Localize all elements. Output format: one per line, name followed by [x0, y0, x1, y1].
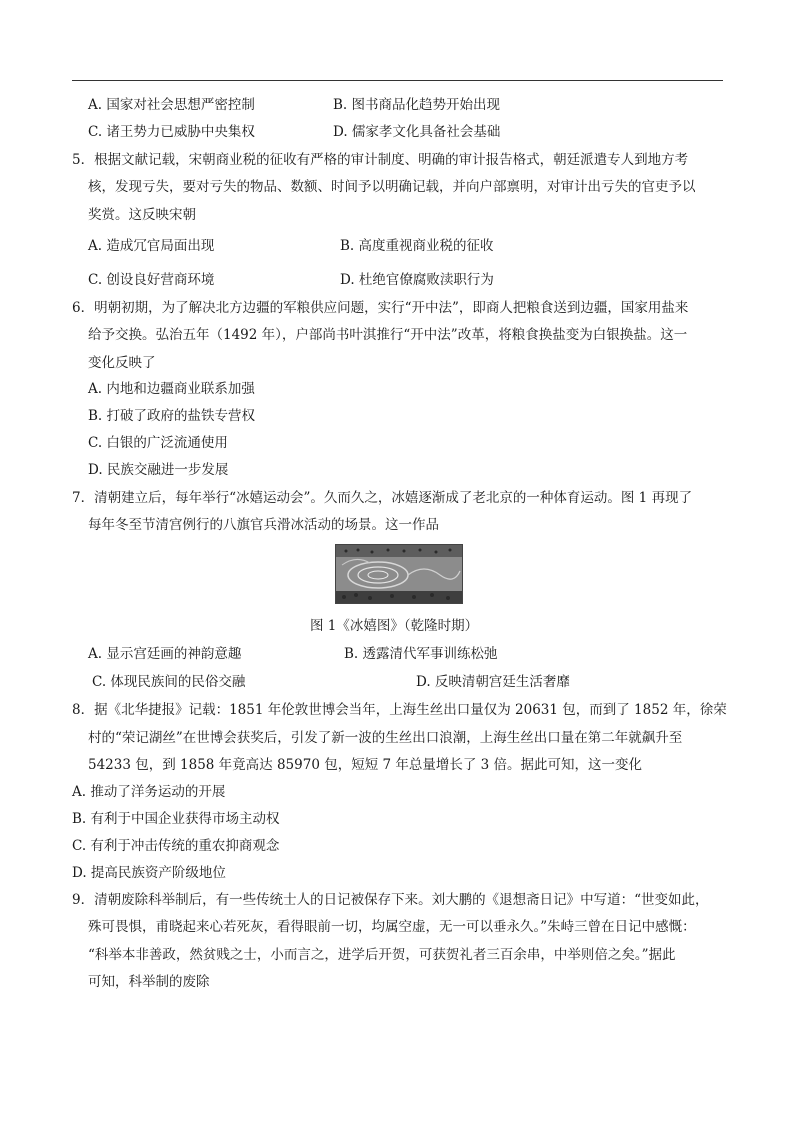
q5-stem-line-3: 奖赏。这反映宋朝: [88, 207, 196, 223]
q7-option-a[interactable]: A. 显示宫廷画的神韵意趣: [88, 646, 242, 662]
q5-option-c[interactable]: C. 创设良好营商环境: [88, 272, 215, 288]
q6-option-b[interactable]: B. 打破了政府的盐铁专营权: [88, 408, 256, 424]
q5-stem-line-1: 5．根据文献记载，宋朝商业税的征收有严格的审计制度、明确的审计报告格式，朝廷派遣专人到地方考: [72, 152, 689, 168]
q8-option-c[interactable]: C. 有利于冲击传统的重农抑商观念: [72, 838, 280, 854]
figure-caption: 图 1《冰嬉图》（乾隆时期）: [310, 618, 479, 634]
bingxi-painting-svg: [336, 545, 462, 603]
header-rule: [72, 80, 723, 81]
q6-stem-line-2: 给予交换。弘治五年（1492 年），户部尚书叶淇推行“开中法”改革，将粮食换盐变为白银换盐。这一: [88, 327, 688, 343]
q8-option-b[interactable]: B. 有利于中国企业获得市场主动权: [72, 811, 280, 827]
q7-option-b[interactable]: B. 透露清代军事训练松弛: [344, 646, 498, 662]
q8-stem-line-2: 村的“荣记湖丝”在世博会获奖后，引发了新一波的生丝出口浪潮，上海生丝出口量在第二年就飙升至: [88, 730, 683, 746]
q4-option-a[interactable]: A. 国家对社会思想严密控制: [88, 97, 255, 113]
q6-option-a[interactable]: A. 内地和边疆商业联系加强: [88, 381, 255, 397]
q8-stem-line-1: 8．据《北华捷报》记载：1851 年伦敦世博会当年，上海生丝出口量仅为 20631 包，而到了 1852 年，徐荣: [72, 702, 727, 718]
q6-stem-line-1: 6．明朝初期，为了解决北方边疆的军粮供应问题，实行“开中法”，即商人把粮食送到边疆，国家用盐来: [72, 300, 689, 316]
q6-stem-line-3: 变化反映了: [88, 355, 156, 371]
q7-stem-line-1: 7．清朝建立后，每年举行“冰嬉运动会”。久而久之，冰嬉逐渐成了老北京的一种体育运动。图 1 再现了: [72, 490, 693, 506]
q8-stem-line-3: 54233 包，到 1858 年竟高达 85970 包，短短 7 年总量增长了 3 倍。据此可知，这一变化: [88, 757, 643, 773]
q4-option-d[interactable]: D. 儒家孝文化具备社会基础: [333, 124, 501, 140]
q6-option-c[interactable]: C. 白银的广泛流通使用: [88, 435, 228, 451]
q7-option-c[interactable]: C. 体现民族间的民俗交融: [92, 674, 246, 690]
q5-stem-line-2: 核，发现亏失，要对亏失的物品、数额、时间予以明确记载，并向户部禀明，对审计出亏失的官吏予以: [88, 179, 696, 195]
q7-stem-line-2: 每年冬至节清宫例行的八旗官兵滑冰活动的场景。这一作品: [88, 517, 439, 533]
q8-option-d[interactable]: D. 提高民族资产阶级地位: [72, 865, 226, 881]
q5-option-d[interactable]: D. 杜绝官僚腐败渎职行为: [340, 272, 494, 288]
q4-option-c[interactable]: C. 诸王势力已威胁中央集权: [88, 124, 255, 140]
q9-stem-line-1: 9．清朝废除科举制后，有一些传统士人的日记被保存下来。刘大鹏的《退想斋日记》中写道：“世变如此，: [72, 892, 709, 908]
q4-option-b[interactable]: B. 图书商品化趋势开始出现: [333, 97, 501, 113]
q5-option-b[interactable]: B. 高度重视商业税的征收: [340, 238, 494, 254]
q5-option-a[interactable]: A. 造成冗官局面出现: [88, 238, 215, 254]
bingxi-painting-image: [335, 544, 463, 604]
q8-option-a[interactable]: A. 推动了洋务运动的开展: [72, 784, 226, 800]
q9-stem-line-2: 殊可畏惧，甫晓起来心若死灰，看得眼前一切，均属空虚，无一可以垂永久。”朱峙三曾在日记中感慨：: [88, 919, 696, 935]
q9-stem-line-3: “科举本非善政，然贫贱之士，小而言之，进学后开贺，可获贺礼者三百余串，中举则倍之矣。”据此: [88, 947, 676, 963]
q7-option-d[interactable]: D. 反映清朝宫廷生活奢靡: [416, 674, 570, 690]
q9-stem-line-4: 可知，科举制的废除: [88, 974, 210, 990]
q6-option-d[interactable]: D. 民族交融进一步发展: [88, 462, 229, 478]
